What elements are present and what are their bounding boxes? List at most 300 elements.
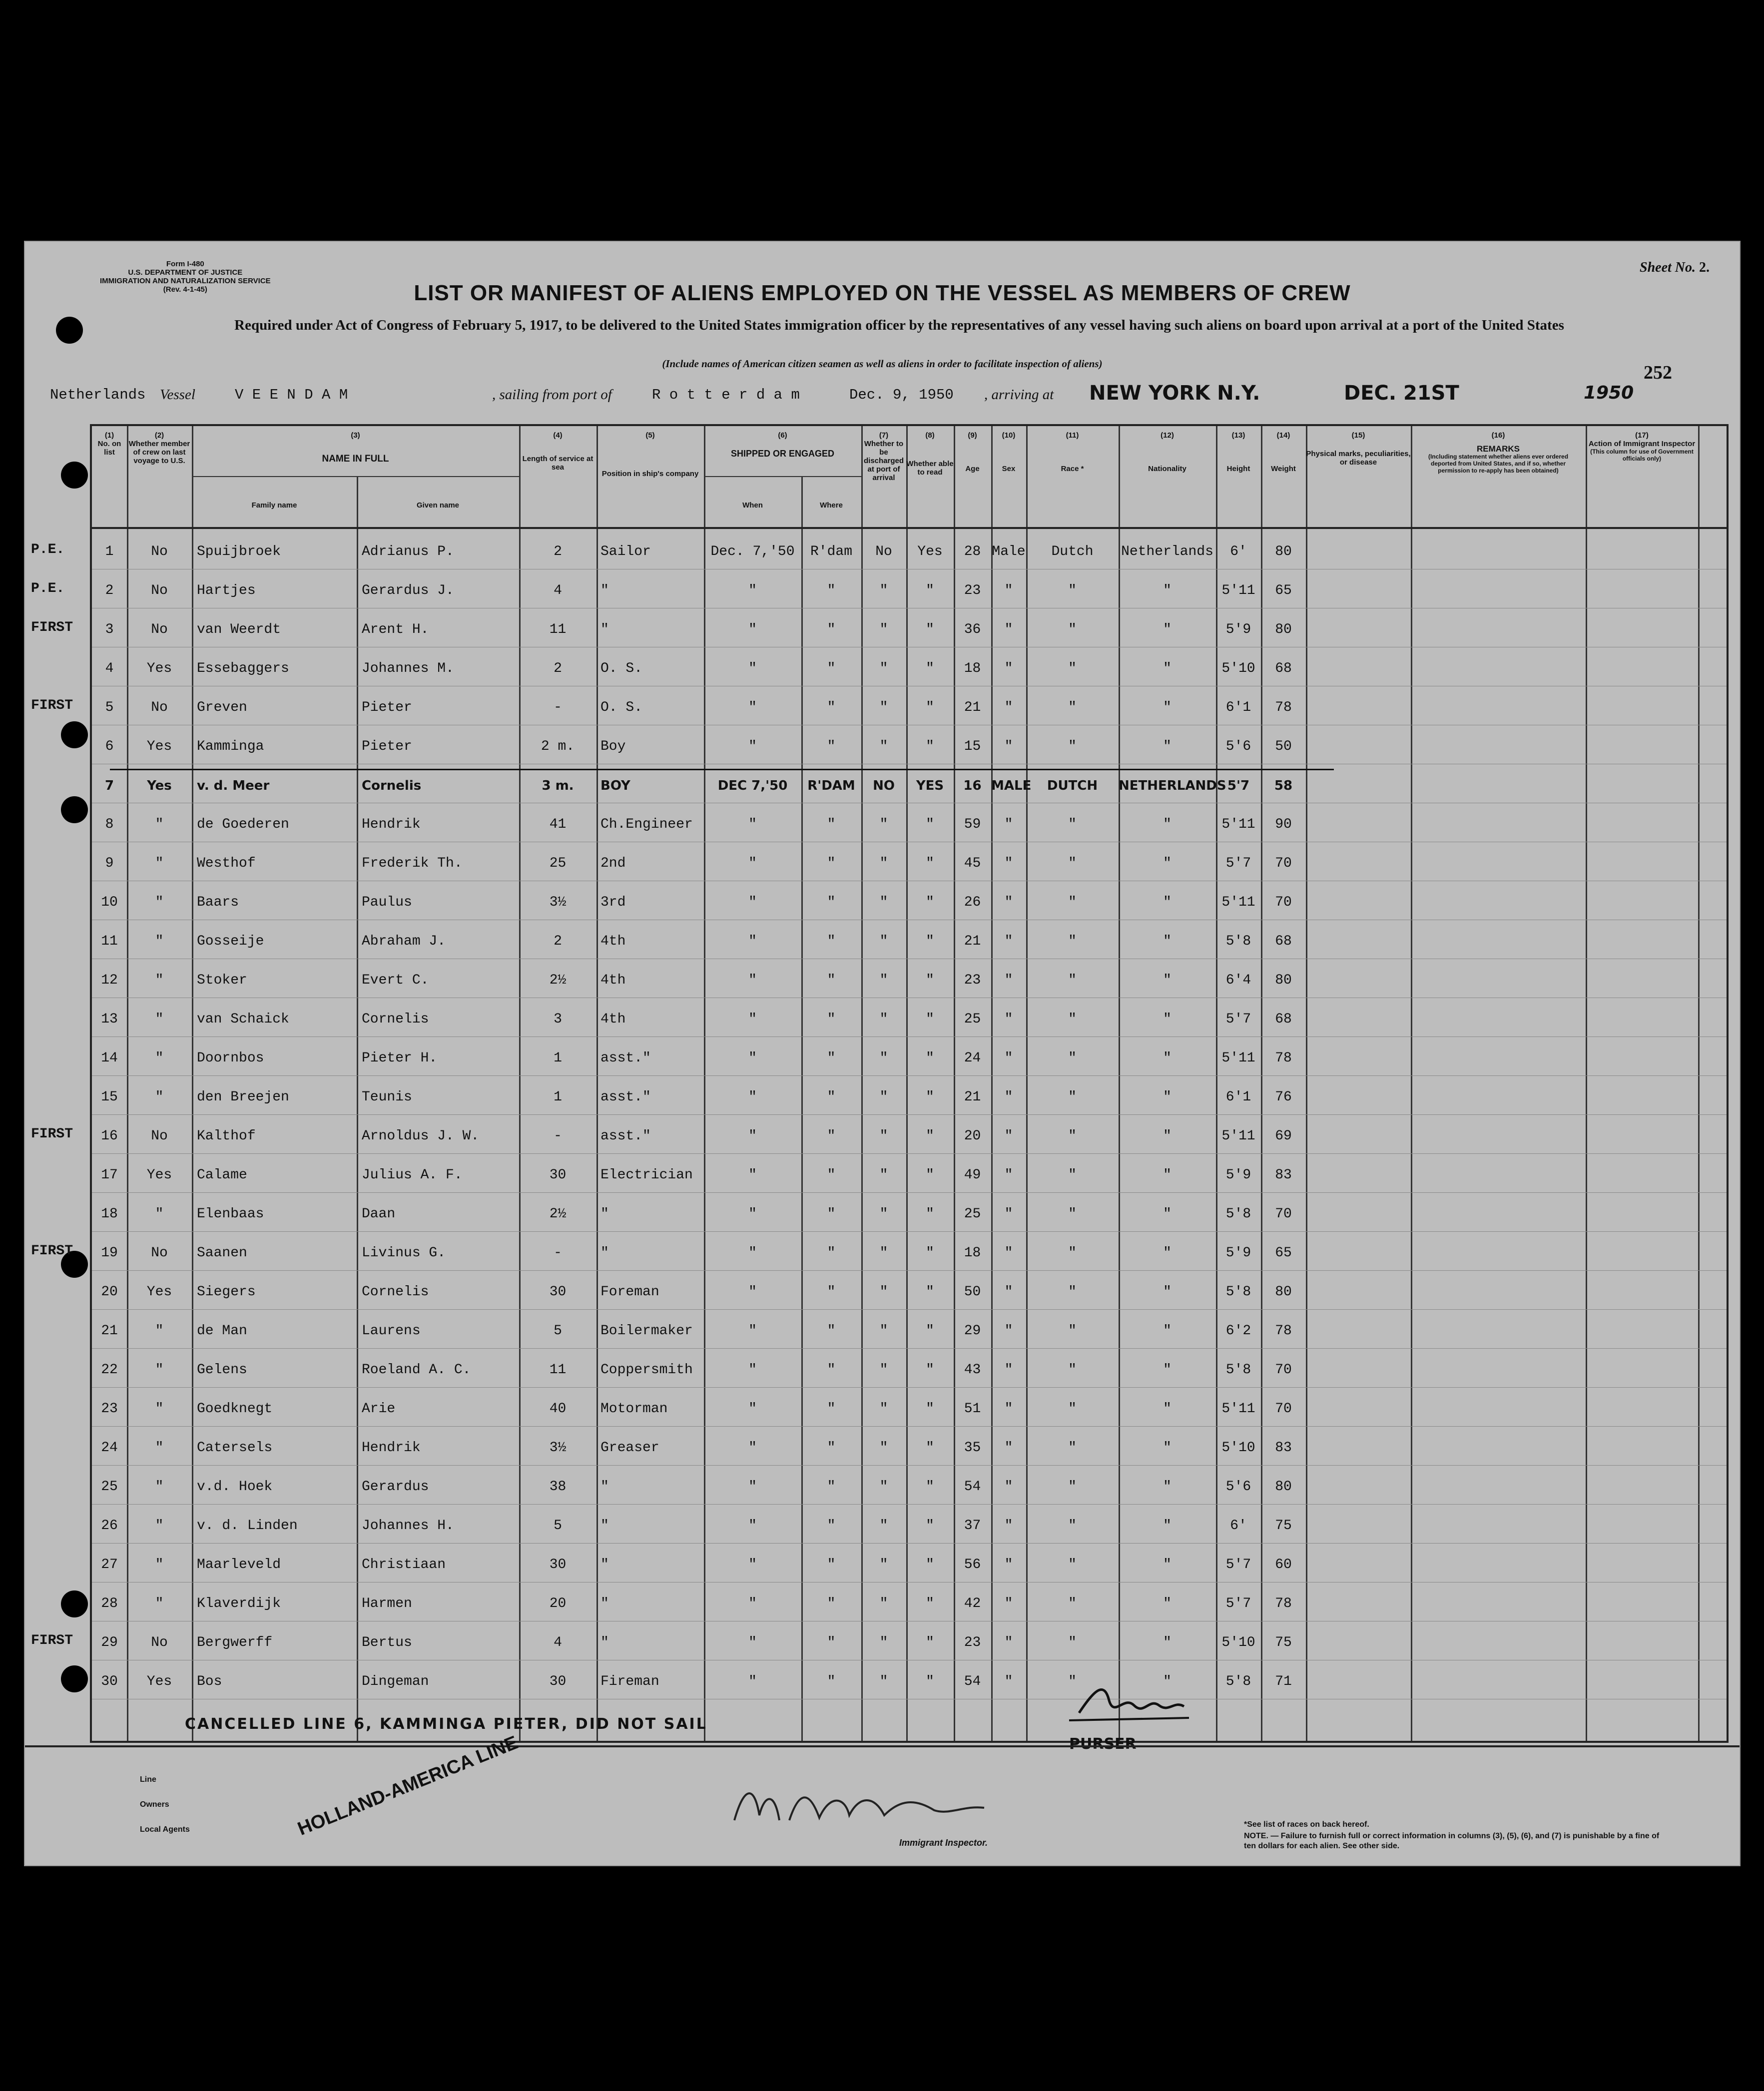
cell-disch: ": [879, 895, 888, 910]
cell-when: ": [748, 1323, 757, 1339]
cell-when: ": [748, 1050, 757, 1066]
cell-service: -: [554, 700, 562, 715]
cell-when: ": [748, 1596, 757, 1611]
cell-nat: ": [1163, 1440, 1172, 1456]
vessel-flag: Netherlands: [50, 387, 146, 403]
cell-nat: ": [1163, 1557, 1172, 1572]
cell-race: ": [1068, 1284, 1077, 1300]
cell-age: 54: [964, 1674, 981, 1689]
cell-nat: ": [1163, 1323, 1172, 1339]
cell-read: ": [926, 973, 934, 988]
table-row: [92, 921, 1727, 960]
cell-read: ": [926, 1167, 934, 1183]
cell-prev: No: [151, 1245, 168, 1261]
table-row: [92, 999, 1727, 1038]
cell-position: ": [600, 1518, 609, 1534]
cell-no: 7: [104, 778, 114, 793]
sailing-label: , sailing from port of: [492, 387, 612, 403]
cell-disch: ": [879, 1167, 888, 1183]
cell-height: 5'6: [1225, 1479, 1251, 1495]
cell-nat: ": [1163, 1479, 1172, 1495]
cell-disch: NO: [873, 778, 895, 793]
cell-prev: No: [151, 544, 168, 559]
cell-sex: ": [1004, 1596, 1013, 1611]
cell-read: ": [926, 1401, 934, 1417]
cell-given: Johannes M.: [362, 661, 454, 676]
cell-where: ": [827, 934, 836, 949]
cell-disch: ": [879, 1401, 888, 1417]
cell-given: Christiaan: [362, 1557, 446, 1572]
cell-given: Bertus: [362, 1635, 412, 1650]
cell-race: ": [1068, 1596, 1077, 1611]
cell-nat: ": [1163, 934, 1172, 949]
local-agents-label: Local Agents: [140, 1825, 190, 1834]
cell-prev: ": [155, 1557, 164, 1572]
cell-no: 25: [101, 1479, 118, 1495]
cell-disch: ": [879, 973, 888, 988]
cell-weight: 75: [1275, 1518, 1292, 1534]
cell-position: asst.": [600, 1050, 651, 1066]
cell-family: v. d. Linden: [197, 1518, 298, 1534]
cell-prev: No: [151, 700, 168, 715]
cell-service: 30: [549, 1167, 567, 1183]
table-row: [92, 1583, 1727, 1622]
punch-hole: [61, 796, 88, 823]
cell-no: 26: [101, 1518, 118, 1534]
cell-no: 17: [101, 1167, 118, 1183]
table-row: [92, 1661, 1727, 1700]
cell-prev: ": [155, 856, 164, 871]
cell-race: ": [1068, 1674, 1077, 1689]
cell-where: ": [827, 1323, 836, 1339]
cell-family: Essebaggers: [197, 661, 289, 676]
cell-read: ": [926, 1674, 934, 1689]
cell-where: R'DAM: [807, 778, 855, 793]
cell-given: Livinus G.: [362, 1245, 446, 1261]
cell-race: ": [1068, 1323, 1077, 1339]
cell-sex: ": [1004, 1401, 1013, 1417]
cell-read: ": [926, 1012, 934, 1027]
cell-service: 20: [549, 1596, 567, 1611]
cell-race: ": [1068, 1362, 1077, 1378]
cell-sex: ": [1004, 1323, 1013, 1339]
table-row: [92, 1388, 1727, 1427]
cell-when: ": [748, 1128, 757, 1144]
cell-age: 24: [964, 1050, 981, 1066]
cell-height: 5'10: [1221, 1635, 1255, 1650]
cell-nat: ": [1163, 1050, 1172, 1066]
cell-given: Hendrik: [362, 1440, 421, 1456]
cell-when: ": [748, 1089, 757, 1105]
cell-age: 26: [964, 895, 981, 910]
cell-service: 30: [549, 1557, 567, 1572]
cell-race: ": [1068, 1635, 1077, 1650]
cell-sex: ": [1004, 1245, 1013, 1261]
owners-label: Owners: [140, 1800, 169, 1809]
table-row: [92, 843, 1727, 882]
cell-weight: 90: [1275, 817, 1292, 832]
cell-weight: 80: [1275, 1284, 1292, 1300]
cell-family: v.d. Hoek: [197, 1479, 273, 1495]
cell-nat: ": [1163, 1401, 1172, 1417]
cell-where: R'dam: [810, 544, 852, 559]
cell-height: 5'8: [1225, 1284, 1251, 1300]
cell-age: 21: [964, 700, 981, 715]
cell-family: Baars: [197, 895, 239, 910]
cell-when: ": [748, 1674, 757, 1689]
purser-signature: [1064, 1670, 1194, 1730]
cell-when: ": [748, 622, 757, 637]
cell-where: ": [827, 1596, 836, 1611]
page-subtitle: Required under Act of Congress of February 5, 1917, to be delivered to the United States immigration officer by the representatives of any vessel having such aliens on board upon arrival at a port of the United States: [234, 317, 1564, 333]
cell-read: ": [926, 661, 934, 676]
cell-given: Cornelis: [362, 1012, 429, 1027]
cell-where: ": [827, 1206, 836, 1222]
cell-when: ": [748, 1167, 757, 1183]
cell-where: ": [827, 1635, 836, 1650]
citizen-note: (Include names of American citizen seamen as well as aliens in order to facilitate inspection of aliens): [662, 358, 1103, 370]
cell-disch: ": [879, 739, 888, 754]
cell-given: Arnoldus J. W.: [362, 1128, 480, 1144]
cell-weight: 60: [1275, 1557, 1292, 1572]
page-title: LIST OR MANIFEST OF ALIENS EMPLOYED ON THE VESSEL AS MEMBERS OF CREW: [414, 281, 1351, 305]
cell-prev: ": [155, 973, 164, 988]
cell-service: 3 m.: [542, 778, 574, 793]
cell-when: ": [748, 1479, 757, 1495]
cell-age: 16: [963, 778, 982, 793]
cell-height: 5'7: [1225, 856, 1251, 871]
cell-sex: ": [1004, 973, 1013, 988]
cell-sex: ": [1004, 1479, 1013, 1495]
cell-disch: ": [879, 1245, 888, 1261]
cell-service: -: [554, 1128, 562, 1144]
cell-nat: ": [1163, 1128, 1172, 1144]
cell-disch: ": [879, 1323, 888, 1339]
cell-prev: ": [155, 817, 164, 832]
arrival-port: NEW YORK N.Y.: [1089, 382, 1260, 405]
cell-weight: 70: [1275, 1362, 1292, 1378]
cell-disch: ": [879, 1479, 888, 1495]
cell-position: Motorman: [600, 1401, 668, 1417]
cell-family: Catersels: [197, 1440, 273, 1456]
cell-nat: ": [1163, 622, 1172, 637]
cell-family: Spuijbroek: [197, 544, 281, 559]
cell-nat: ": [1163, 1012, 1172, 1027]
cell-age: 50: [964, 1284, 981, 1300]
cell-age: 25: [964, 1012, 981, 1027]
table-row: [92, 1154, 1727, 1193]
cell-disch: ": [879, 1050, 888, 1066]
inspector-label: Immigrant Inspector.: [899, 1838, 988, 1848]
cell-race: ": [1068, 739, 1077, 754]
cell-weight: 80: [1275, 973, 1292, 988]
cell-when: ": [748, 1401, 757, 1417]
cell-height: 5'11: [1221, 583, 1255, 598]
cell-position: 4th: [600, 934, 626, 949]
cell-where: ": [827, 661, 836, 676]
cell-given: Pieter: [362, 739, 412, 754]
cell-height: 5'7: [1225, 1596, 1251, 1611]
cell-nat: ": [1163, 1362, 1172, 1378]
cell-race: ": [1068, 700, 1077, 715]
cell-read: ": [926, 817, 934, 832]
cell-service: 1: [554, 1089, 562, 1105]
cell-nat: ": [1163, 1089, 1172, 1105]
cell-height: 5'6: [1225, 739, 1251, 754]
cell-weight: 69: [1275, 1128, 1292, 1144]
arrival-year: 1950: [1584, 383, 1634, 403]
cell-sex: ": [1004, 661, 1013, 676]
cell-when: ": [748, 895, 757, 910]
cell-nat: ": [1163, 583, 1172, 598]
cell-service: 3½: [549, 895, 567, 910]
cell-read: ": [926, 1050, 934, 1066]
cell-service: 40: [549, 1401, 567, 1417]
cell-given: Frederik Th.: [362, 856, 463, 871]
cell-age: 25: [964, 1206, 981, 1222]
cell-family: Elenbaas: [197, 1206, 264, 1222]
cell-no: 23: [101, 1401, 118, 1417]
cell-family: Hartjes: [197, 583, 256, 598]
cell-sex: ": [1004, 700, 1013, 715]
cell-sex: ": [1004, 1206, 1013, 1222]
cell-weight: 58: [1274, 778, 1293, 793]
cell-weight: 80: [1275, 1479, 1292, 1495]
table-row: [92, 1427, 1727, 1466]
cell-height: 5'8: [1225, 1206, 1251, 1222]
cell-prev: ": [155, 895, 164, 910]
cell-position: Electrician: [600, 1167, 693, 1183]
table-row: [92, 1271, 1727, 1310]
cell-age: 23: [964, 973, 981, 988]
cell-nat: ": [1163, 700, 1172, 715]
cell-no: 8: [105, 817, 114, 832]
cell-height: 5'10: [1221, 661, 1255, 676]
cell-given: Pieter H.: [362, 1050, 438, 1066]
cell-service: 41: [549, 817, 567, 832]
cell-disch: ": [879, 1518, 888, 1534]
cell-family: Greven: [197, 700, 247, 715]
cell-race: ": [1068, 622, 1077, 637]
cell-service: 2 m.: [541, 739, 575, 754]
purser-label: PURSER: [1069, 1735, 1137, 1753]
cell-service: 4: [554, 583, 562, 598]
cell-height: 5'8: [1225, 1362, 1251, 1378]
cell-height: 6': [1230, 1518, 1247, 1534]
cell-weight: 68: [1275, 934, 1292, 949]
cell-race: ": [1068, 1050, 1077, 1066]
cell-no: 21: [101, 1323, 118, 1339]
cell-disch: ": [879, 700, 888, 715]
cell-no: 15: [101, 1089, 118, 1105]
cell-prev: Yes: [146, 661, 172, 676]
cell-position: Foreman: [600, 1284, 659, 1300]
cell-given: Evert C.: [362, 973, 429, 988]
cell-age: 20: [964, 1128, 981, 1144]
cell-position: asst.": [600, 1089, 651, 1105]
cell-sex: ": [1004, 895, 1013, 910]
cell-when: ": [748, 1012, 757, 1027]
cell-sex: Male: [992, 544, 1026, 559]
cell-where: ": [827, 1479, 836, 1495]
cell-prev: ": [155, 1012, 164, 1027]
cell-age: 45: [964, 856, 981, 871]
cell-disch: ": [879, 1206, 888, 1222]
cell-no: 16: [101, 1128, 118, 1144]
cell-race: ": [1068, 1012, 1077, 1027]
punch-hole: [61, 1590, 88, 1617]
cell-where: ": [827, 973, 836, 988]
cell-no: 5: [105, 700, 114, 715]
cell-read: Yes: [917, 544, 943, 559]
punch-hole: [61, 462, 88, 489]
table-row: [92, 1076, 1727, 1115]
cell-family: Calame: [197, 1167, 247, 1183]
cell-given: Dingeman: [362, 1674, 429, 1689]
cell-weight: 80: [1275, 544, 1292, 559]
cell-read: ": [926, 856, 934, 871]
cell-service: 4: [554, 1635, 562, 1650]
cell-where: ": [827, 1284, 836, 1300]
cell-prev: Yes: [146, 1167, 172, 1183]
cell-race: ": [1068, 1167, 1077, 1183]
cell-position: Fireman: [600, 1674, 659, 1689]
holland-america-stamp: HOLLAND-AMERICA LINE: [295, 1732, 521, 1840]
cell-position: ": [600, 1635, 609, 1650]
cell-no: 1: [105, 544, 114, 559]
cell-nat: ": [1163, 1206, 1172, 1222]
cell-sex: ": [1004, 1050, 1013, 1066]
cell-service: 2½: [549, 973, 567, 988]
table-row: [92, 687, 1727, 726]
cell-given: Hendrik: [362, 817, 421, 832]
cell-no: 29: [101, 1635, 118, 1650]
arriving-label: , arriving at: [984, 387, 1054, 403]
cell-weight: 78: [1275, 1596, 1292, 1611]
cell-read: ": [926, 1596, 934, 1611]
cell-age: 54: [964, 1479, 981, 1495]
margin-mark: P.E.: [31, 581, 65, 596]
cell-service: 38: [549, 1479, 567, 1495]
cell-service: 2½: [549, 1206, 567, 1222]
table-row: [92, 1232, 1727, 1271]
cell-prev: ": [155, 1518, 164, 1534]
cell-sex: ": [1004, 856, 1013, 871]
cell-where: ": [827, 1245, 836, 1261]
cell-nat: ": [1163, 1167, 1172, 1183]
cell-race: ": [1068, 1557, 1077, 1572]
cell-weight: 70: [1275, 895, 1292, 910]
cell-family: Westhof: [197, 856, 256, 871]
vessel-label: Vessel: [160, 387, 195, 403]
cell-when: ": [748, 856, 757, 871]
cell-sex: ": [1004, 1674, 1013, 1689]
cell-no: 28: [101, 1596, 118, 1611]
cell-service: 11: [549, 622, 567, 637]
cell-when: ": [748, 1557, 757, 1572]
cell-prev: ": [155, 1089, 164, 1105]
cell-sex: ": [1004, 622, 1013, 637]
cell-race: ": [1068, 973, 1077, 988]
cell-age: 28: [964, 544, 981, 559]
cell-family: van Schaick: [197, 1012, 289, 1027]
manifest-rows: [92, 531, 1727, 1740]
cell-prev: No: [151, 1128, 168, 1144]
cell-family: Gelens: [197, 1362, 247, 1378]
cancel-strike-line: [110, 769, 1334, 770]
cell-where: ": [827, 1401, 836, 1417]
cell-weight: 71: [1275, 1674, 1292, 1689]
cell-no: 10: [101, 895, 118, 910]
cell-height: 5'7: [1225, 1012, 1251, 1027]
cell-where: ": [827, 1012, 836, 1027]
cell-where: ": [827, 895, 836, 910]
cell-given: Gerardus J.: [362, 583, 454, 598]
cell-weight: 65: [1275, 1245, 1292, 1261]
cell-when: ": [748, 1245, 757, 1261]
margin-mark: FIRST: [31, 1126, 73, 1142]
cell-age: 36: [964, 622, 981, 637]
cell-given: Arent H.: [362, 622, 429, 637]
cell-age: 23: [964, 1635, 981, 1650]
cell-read: ": [926, 1284, 934, 1300]
cell-when: ": [748, 817, 757, 832]
cell-given: Daan: [362, 1206, 396, 1222]
inspector-signature: [724, 1775, 1004, 1835]
cell-age: 42: [964, 1596, 981, 1611]
cell-age: 18: [964, 661, 981, 676]
cell-where: ": [827, 583, 836, 598]
cell-height: 6'1: [1225, 1089, 1251, 1105]
cell-where: ": [827, 856, 836, 871]
table-row: [92, 960, 1727, 999]
cell-given: Harmen: [362, 1596, 412, 1611]
cell-service: 5: [554, 1518, 562, 1534]
table-row: [92, 609, 1727, 648]
cell-disch: ": [879, 1557, 888, 1572]
cell-weight: 50: [1275, 739, 1292, 754]
cell-prev: Yes: [146, 1674, 172, 1689]
cell-disch: ": [879, 1674, 888, 1689]
cell-family: Kamminga: [197, 739, 264, 754]
cell-disch: ": [879, 661, 888, 676]
table-row: [92, 765, 1727, 804]
cell-weight: 78: [1275, 700, 1292, 715]
vessel-name: V E E N D A M: [235, 387, 348, 403]
cell-weight: 65: [1275, 583, 1292, 598]
cell-no: 12: [101, 973, 118, 988]
cell-service: -: [554, 1245, 562, 1261]
cell-read: YES: [916, 778, 944, 793]
manifest-sheet: [24, 241, 1741, 1866]
cell-prev: ": [155, 1323, 164, 1339]
table-row: [92, 531, 1727, 570]
cell-when: ": [748, 1362, 757, 1378]
punch-hole: [61, 721, 88, 748]
cell-when: DEC 7,'50: [717, 778, 788, 793]
cell-height: 5'9: [1225, 1167, 1251, 1183]
cell-read: ": [926, 1362, 934, 1378]
cell-service: 5: [554, 1323, 562, 1339]
cell-service: 3: [554, 1012, 562, 1027]
stamp-number: 252: [1644, 362, 1672, 383]
cell-disch: ": [879, 856, 888, 871]
cell-nat: ": [1163, 817, 1172, 832]
cell-position: ": [600, 583, 609, 598]
cell-no: 24: [101, 1440, 118, 1456]
cell-given: Pieter: [362, 700, 412, 715]
cell-disch: ": [879, 1012, 888, 1027]
